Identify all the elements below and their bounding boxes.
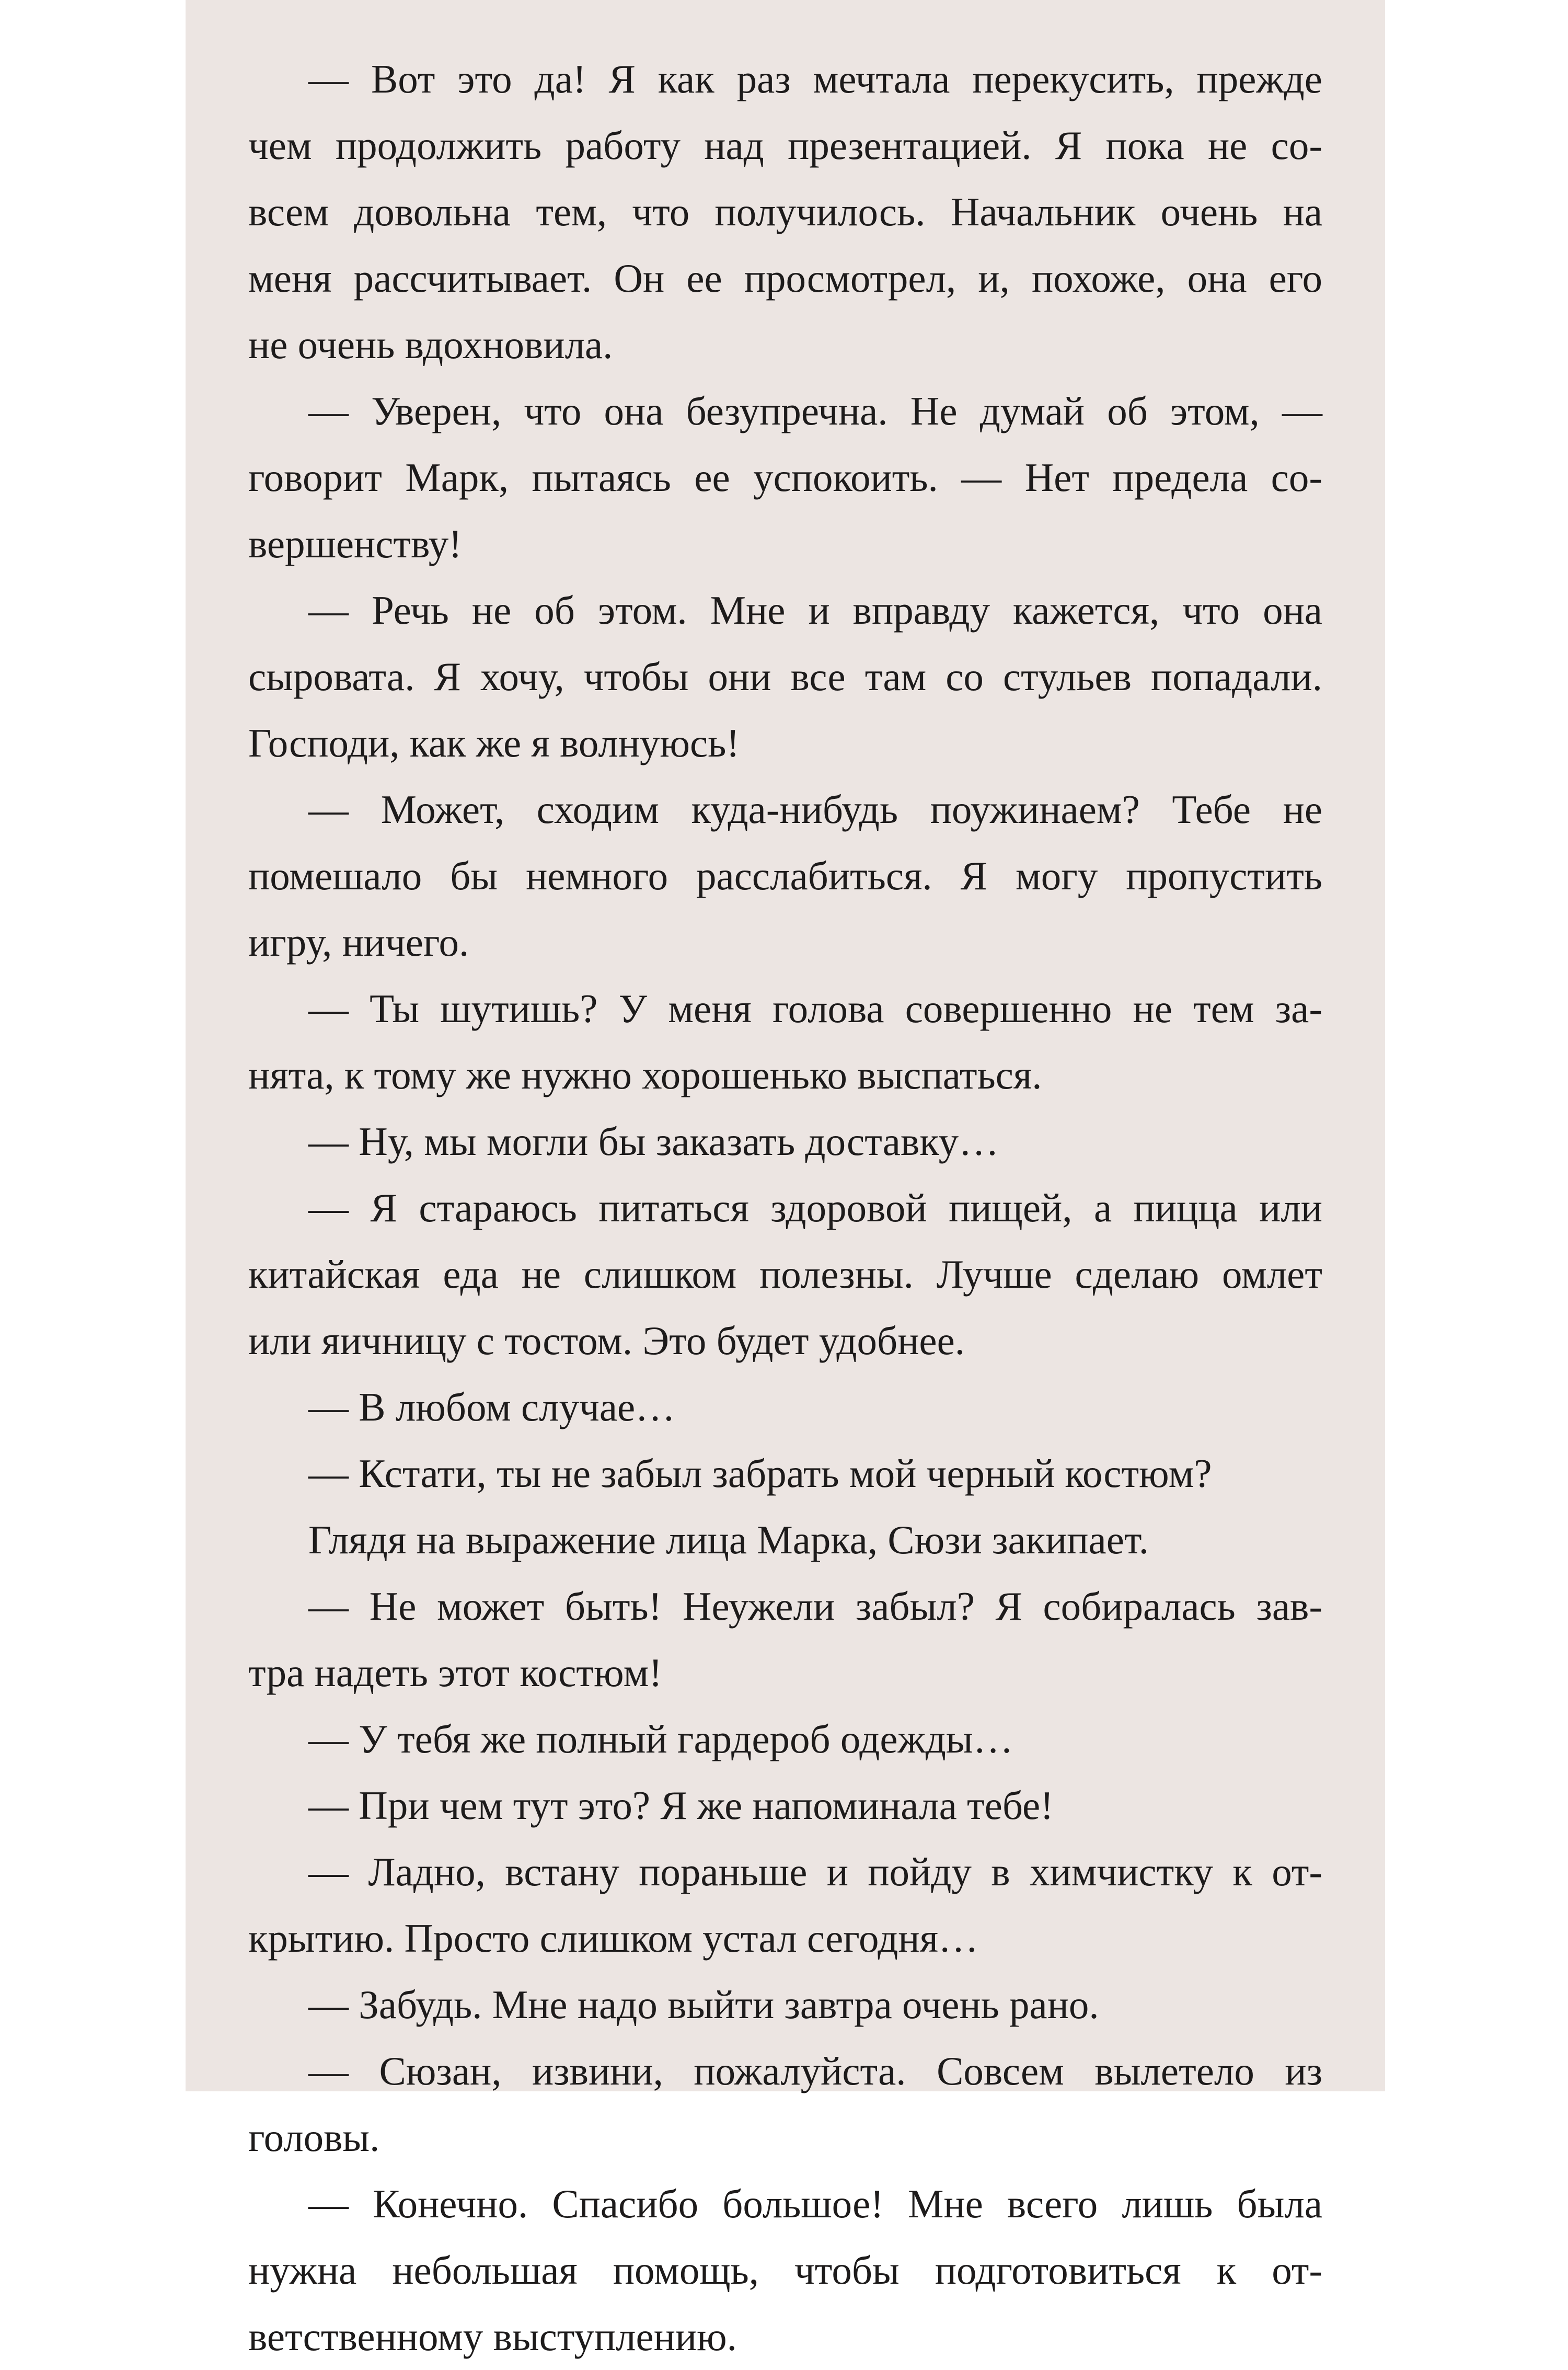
text-line: — Забудь. Мне надо выйти завтра очень рано. xyxy=(308,1982,1099,2027)
text-line: нята, к тому же нужно хорошенько выспаться. xyxy=(248,1052,1042,1097)
text-line: Глядя на выражение лица Марка, Сюзи закипает. xyxy=(308,1517,1149,1562)
text-line: меня рассчитывает. Он ее просмотрел, и, похоже, она его xyxy=(248,256,1322,301)
text-line: вершенству! xyxy=(248,521,462,566)
text-line: — В любом случае… xyxy=(308,1384,676,1429)
text-line: не очень вдохновила. xyxy=(248,322,613,367)
book-page xyxy=(186,0,1385,2359)
text-line: тра надеть этот костюм! xyxy=(248,1650,662,1695)
text-line: ветственному выступлению. xyxy=(248,2314,737,2359)
text-line: — При чем тут это? Я же напоминала тебе! xyxy=(308,1783,1054,1828)
text-line: нужна небольшая помощь, чтобы подготовиться к от- xyxy=(248,2248,1322,2293)
text-line: помешало бы немного расслабиться. Я могу пропустить xyxy=(248,853,1322,898)
text-line: головы. xyxy=(248,2115,380,2160)
text-line: — Речь не об этом. Мне и вправду кажется, что она xyxy=(308,588,1322,633)
text-line: — Ты шутишь? У меня голова совершенно не тем за- xyxy=(308,986,1322,1031)
text-line: — Сюзан, извини, пожалуйста. Совсем вылетело из xyxy=(308,2048,1322,2093)
text-line: игру, ничего. xyxy=(248,920,469,965)
text-line: — У тебя же полный гардероб одежды… xyxy=(308,1716,1013,1761)
text-line: крытию. Просто слишком устал сегодня… xyxy=(248,1916,979,1961)
text-line: — Ну, мы могли бы заказать доставку… xyxy=(308,1119,999,1164)
text-line: — Кстати, ты не забыл забрать мой черный костюм? xyxy=(308,1451,1212,1496)
text-line: — Вот это да! Я как раз мечтала перекусить, прежде xyxy=(308,56,1322,101)
text-line: — Конечно. Спасибо большое! Мне всего лишь была xyxy=(308,2181,1322,2226)
text-line: говорит Марк, пытаясь ее успокоить. — Нет предела со- xyxy=(248,455,1322,500)
text-line: китайская еда не слишком полезны. Лучше сделаю омлет xyxy=(248,1252,1322,1297)
text-line: сыровата. Я хочу, чтобы они все там со стульев попадали. xyxy=(248,654,1322,699)
text-line: чем продолжить работу над презентацией. Я пока не со- xyxy=(248,123,1322,168)
text-line: всем довольна тем, что получилось. Начальник очень на xyxy=(248,189,1322,234)
page-text xyxy=(248,46,1322,2370)
text-line: — Ладно, встану пораньше и пойду в химчистку к от- xyxy=(308,1849,1322,1894)
text-line: или яичницу с тостом. Это будет удобнее. xyxy=(248,1318,965,1363)
text-line: — Может, сходим куда-нибудь поужинаем? Тебе не xyxy=(308,787,1322,832)
text-line: Господи, как же я волнуюсь! xyxy=(248,720,740,765)
text-line: — Я стараюсь питаться здоровой пищей, а пицца или xyxy=(308,1185,1322,1230)
text-line: — Уверен, что она безупречна. Не думай об этом, — xyxy=(308,388,1322,433)
text-line: — Не может быть! Неужели забыл? Я собиралась зав- xyxy=(308,1584,1322,1629)
